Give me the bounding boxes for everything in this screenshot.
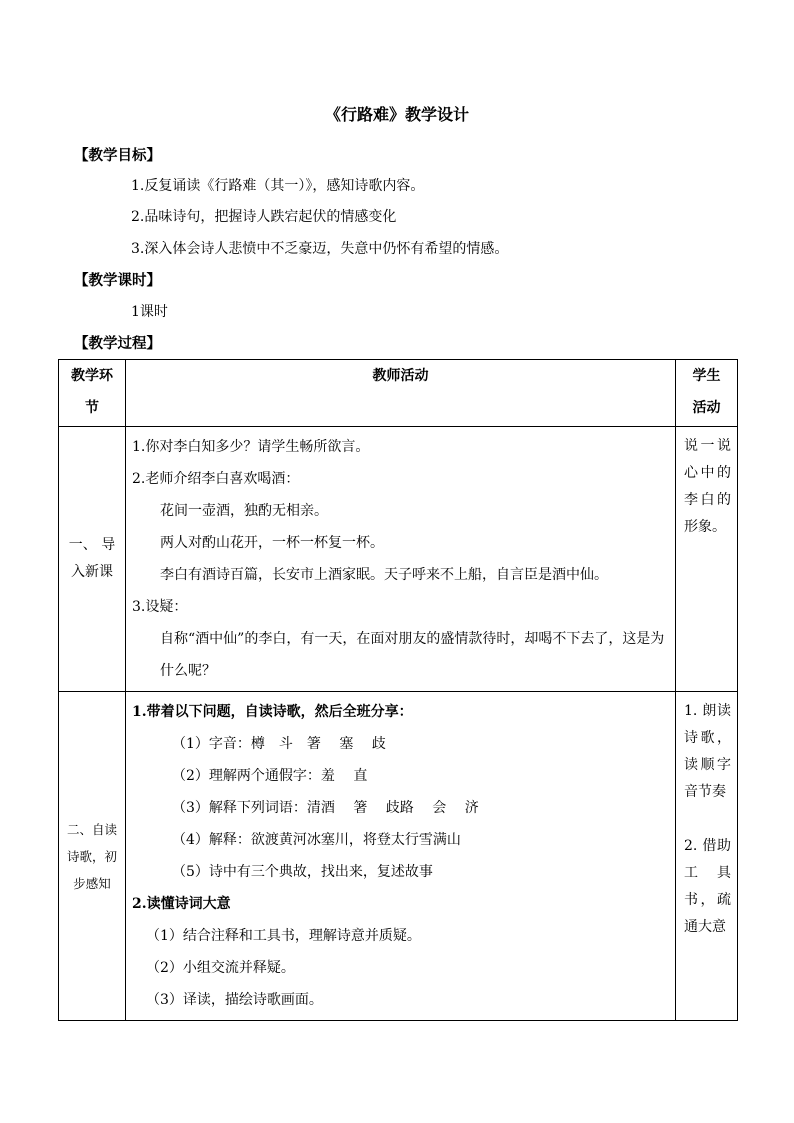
row2-student-line-7: 书，疏: [684, 892, 731, 908]
page-title: 《行路难》教学设计: [324, 105, 469, 124]
row2-student-line-2: 诗歌，: [684, 730, 731, 746]
header-stage: [59, 360, 126, 427]
table-row: [59, 692, 738, 1021]
hours-value: 1课时: [131, 304, 168, 320]
row2-stage: [59, 692, 126, 1021]
row1-line-7: 自称“酒中仙”的李白，有一天，在面对朋友的盛情款待时，却喝不下去了，这是为什么呢？: [160, 631, 665, 679]
row1-teacher-activity: [126, 427, 676, 692]
table-header-row: [59, 360, 738, 427]
header-student-line2: 活动: [692, 400, 721, 416]
objectives-heading: 【教学目标】: [74, 147, 161, 164]
row2-stage-line2: 诗歌，初: [66, 848, 117, 864]
row2-student-line-4: 音节奏: [684, 784, 726, 800]
row2-line-2: （1）字音：樽 斗 箸 塞 歧: [172, 736, 386, 752]
row1-stage-line1: 一、 导: [68, 537, 116, 553]
header-stage-line1: 教学环: [71, 368, 113, 384]
row1-line-6: 3.设疑：: [132, 599, 188, 615]
header-student-line1: 学生: [692, 368, 721, 384]
hours-heading: 【教学课时】: [74, 272, 161, 289]
row2-line-7: 2.读懂诗词大意: [132, 896, 231, 912]
row2-student-line-6: 工 具: [684, 865, 731, 881]
row1-line-3: 花间一壶酒，独酌无相亲。: [160, 503, 328, 519]
row1-line-5: 李白有酒诗百篇，长安市上酒家眠。天子呼来不上船，自言臣是酒中仙。: [160, 567, 608, 583]
row2-student-line-8: 通大意: [684, 919, 726, 935]
process-heading: 【教学过程】: [74, 335, 161, 352]
row2-line-10: （3）译读，描绘诗歌画面。: [146, 992, 323, 1008]
row2-line-4: （3）解释下列词语：清酒 箸 歧路 会 济: [172, 800, 479, 816]
row1-student-line-1: 说一说: [684, 438, 731, 454]
row2-line-3: （2）理解两个通假字：羞 直: [172, 768, 368, 784]
row1-line-4: 两人对酌山花开，一杯一杯复一杯。: [160, 535, 384, 551]
row1-line-2: 2.老师介绍李白喜欢喝酒：: [132, 471, 300, 487]
row2-stage-line3: 步感知: [73, 875, 111, 891]
objective-item-1: 1.反复诵读《行路难（其一）》，感知诗歌内容。: [131, 178, 425, 194]
row1-student-activity: [676, 427, 738, 692]
row2-teacher-activity: [126, 692, 676, 1021]
row1-student-line-4: 形象。: [684, 519, 726, 535]
header-stage-line2: 节: [85, 400, 99, 416]
row2-line-6: （5）诗中有三个典故，找出来，复述故事: [172, 864, 433, 880]
row2-student-line-3: 读顺字: [684, 757, 731, 773]
row2-student-activity: [676, 692, 738, 1021]
row2-student-line-5: 2. 借助: [684, 838, 731, 854]
row2-line-1: 1.带着以下问题，自读诗歌，然后全班分享：: [132, 704, 413, 720]
table-row: [59, 427, 738, 692]
header-student: [676, 360, 738, 427]
header-teacher: 教师活动: [126, 360, 676, 427]
row1-student-line-2: 心中的: [684, 465, 731, 481]
row1-stage: [59, 427, 126, 692]
row1-line-1: 1.你对李白知多少？请学生畅所欲言。: [132, 439, 370, 455]
objective-item-2: 2.品味诗句，把握诗人跌宕起伏的情感变化: [131, 209, 397, 225]
row2-stage-line1: 二、自读: [66, 821, 117, 837]
row2-line-8: （1）结合注释和工具书，理解诗意并质疑。: [146, 928, 421, 944]
objective-item-3: 3.深入体会诗人悲愤中不乏豪迈，失意中仍怀有希望的情感。: [131, 241, 509, 257]
row2-student-line-1: 1. 朗读: [684, 703, 731, 719]
row1-stage-line2: 入新课: [71, 564, 113, 580]
row1-student-line-3: 李白的: [684, 492, 731, 508]
row2-line-9: （2）小组交流并释疑。: [146, 960, 295, 976]
row2-line-5: （4）解释：欲渡黄河冰塞川，将登太行雪满山: [172, 832, 461, 848]
process-table: [58, 359, 738, 1021]
